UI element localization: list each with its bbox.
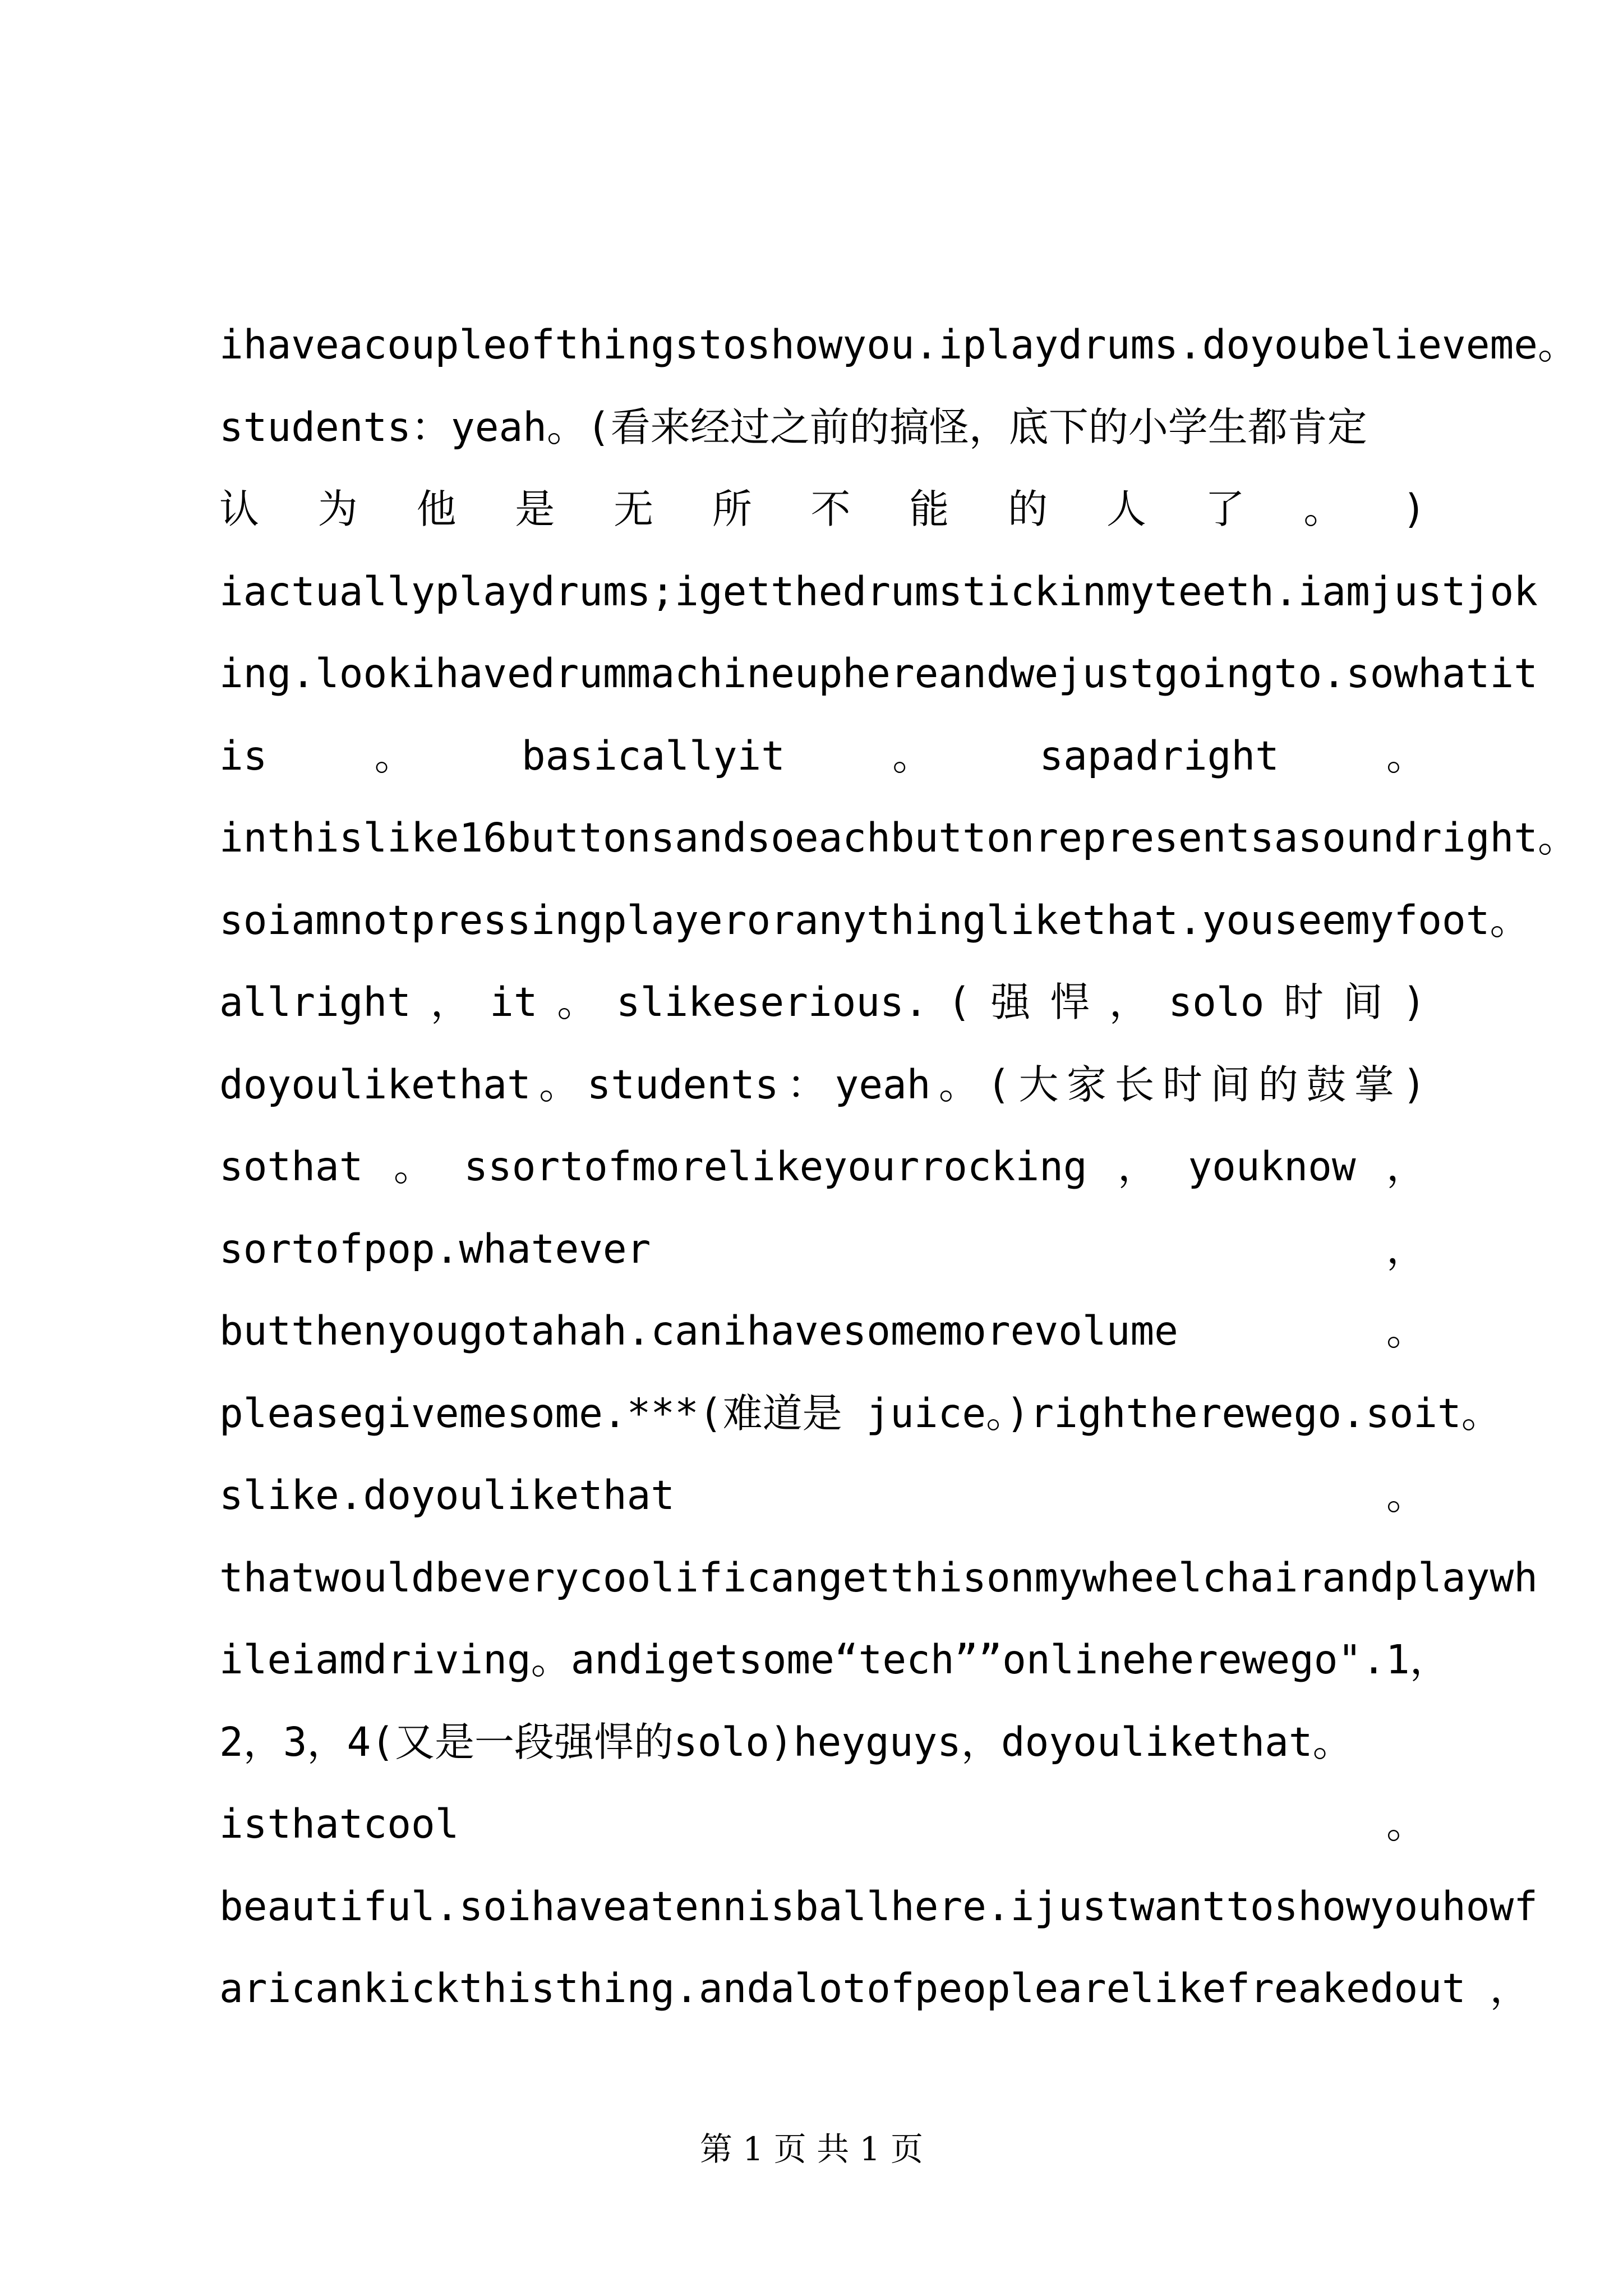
line-segment: 他 <box>416 486 457 532</box>
line-segment: solo <box>1168 979 1265 1025</box>
line-segment: sapadright <box>1039 733 1279 779</box>
line-segment: 人 <box>1106 486 1146 532</box>
line-segment: 。 <box>938 1061 979 1108</box>
line-segment: 。 <box>1386 1308 1426 1354</box>
line-segment: ) <box>1402 1061 1426 1108</box>
line-segment: 大 <box>1018 1061 1059 1108</box>
line-segment: slike.doyoulikethat <box>219 1472 675 1519</box>
line-segment: doyoulikethat <box>219 1061 531 1108</box>
line-segment: 无 <box>614 486 654 532</box>
line-segment: 。 <box>1386 733 1426 779</box>
text-line: thatwouldbeverycoolificangetthisonmywheelchairandplaywh <box>219 1554 1538 1601</box>
line-segment: 能 <box>909 486 949 532</box>
line-segment: ， <box>1117 1143 1158 1190</box>
text-line: pleasegivemesome.***(难道是 juice。)rightherewego.soit。 <box>219 1390 1501 1437</box>
line-segment: 。 <box>1386 1801 1426 1847</box>
text-line <box>219 1793 1426 1855</box>
text-line: ihaveacoupleofthingstoshowyou.iplaydrums.doyoubelieveme。 <box>219 321 1578 368</box>
line-segment: 悍 <box>1050 979 1090 1025</box>
page-footer: 第 1 页 共 1 页 <box>700 2130 923 2168</box>
line-segment: ， <box>430 979 471 1025</box>
line-segment: 认 <box>219 486 260 532</box>
line-segment: 时 <box>1283 979 1324 1025</box>
line-segment: 是 <box>515 486 555 532</box>
line-segment: 。 <box>539 1061 579 1108</box>
line-segment: slikeserious. <box>616 979 928 1025</box>
line-segment: 。 <box>1386 1472 1426 1519</box>
line-segment: ： <box>787 1061 827 1108</box>
line-segment: students <box>587 1061 779 1108</box>
line-segment: 家 <box>1066 1061 1106 1108</box>
line-segment: 长 <box>1114 1061 1155 1108</box>
line-segment: it <box>490 979 538 1025</box>
text-line <box>219 1136 1426 1198</box>
line-segment: ) <box>1402 979 1426 1025</box>
line-segment: yeah <box>834 1061 931 1108</box>
text-line: ing.lookihavedrummachineuphereandwejustgoingto.sowhatit <box>219 650 1538 697</box>
text-line <box>219 725 1426 787</box>
line-segment: ( <box>947 979 971 1025</box>
line-segment: 。 <box>1303 486 1344 532</box>
line-segment: 。 <box>374 733 414 779</box>
line-segment: 时 <box>1162 1061 1202 1108</box>
line-segment: butthenyougotahah.canihavesomemorevolume <box>219 1308 1178 1354</box>
text-line: iactuallyplaydrums;igetthedrumstickinmyteeth.iamjustjok <box>219 568 1538 615</box>
line-segment: ， <box>1386 1143 1426 1190</box>
line-segment: youknow <box>1188 1143 1356 1190</box>
text-line: ileiamdriving。andigetsome“tech””onlineherewego".1， <box>219 1636 1450 1683</box>
text-line <box>219 1054 1426 1116</box>
line-segment: sothat <box>219 1143 363 1190</box>
line-segment: ) <box>1402 486 1426 532</box>
line-segment: 掌 <box>1354 1061 1394 1108</box>
line-segment: 间 <box>1210 1061 1251 1108</box>
line-segment: 。 <box>557 979 597 1025</box>
line-segment: 鼓 <box>1306 1061 1347 1108</box>
text-line: 2，3，4(又是一段强悍的solo)heyguys，doyoulikethat。 <box>219 1719 1353 1765</box>
line-segment: 所 <box>712 486 752 532</box>
line-segment: basicallyit <box>521 733 786 779</box>
line-segment: 为 <box>317 486 358 532</box>
line-segment: 的 <box>1258 1061 1298 1108</box>
line-segment: 。 <box>892 733 933 779</box>
line-segment: is <box>219 733 268 779</box>
text-line <box>219 478 1426 540</box>
text-line <box>219 1300 1426 1362</box>
line-segment: ( <box>986 1061 1011 1108</box>
line-segment: 强 <box>990 979 1031 1025</box>
text-line: inthislike16buttonsandsoeachbuttonrepresentsasoundright。 <box>219 815 1578 861</box>
line-segment: ssortofmorelikeyourrocking <box>464 1143 1087 1190</box>
line-segment: 了 <box>1205 486 1245 532</box>
text-line: students：yeah。(看来经过之前的搞怪，底下的小学生都肯定 <box>219 404 1367 450</box>
line-segment: 。 <box>393 1143 434 1190</box>
line-segment: 的 <box>1008 486 1048 532</box>
text-line <box>219 1218 1426 1280</box>
line-segment: ， <box>1386 1226 1426 1272</box>
line-segment: isthatcool <box>219 1801 459 1847</box>
text-line: soiamnotpressingplayeroranythinglikethat.youseemyfoot。 <box>219 897 1530 944</box>
line-segment: ， <box>1109 979 1149 1025</box>
line-segment: allright <box>219 979 411 1025</box>
line-segment: 间 <box>1343 979 1383 1025</box>
text-line <box>219 972 1426 1033</box>
text-line: aricankickthisthing.andalotofpeoplearelikefreakedout ， <box>219 1965 1530 2012</box>
text-line: beautiful.soihaveatennisballhere.ijustwanttoshowyouhowf <box>219 1883 1538 1930</box>
text-line <box>219 1465 1426 1526</box>
line-segment: 不 <box>810 486 851 532</box>
line-segment: sortofpop.whatever <box>219 1226 651 1272</box>
